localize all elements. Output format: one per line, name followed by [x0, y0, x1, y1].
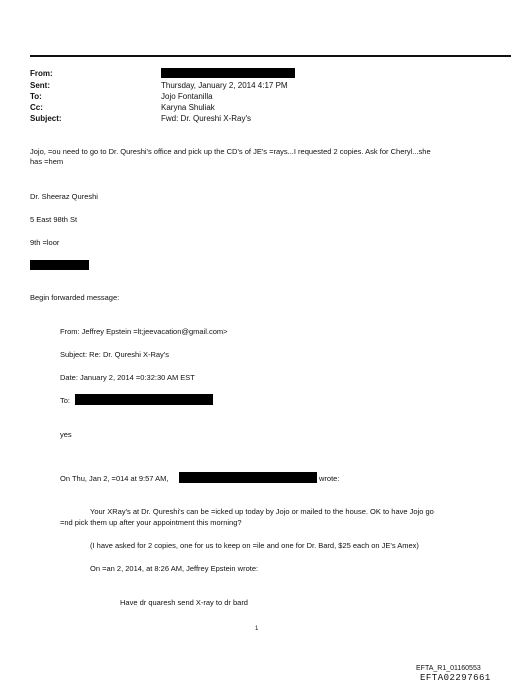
fwd-subject-line: Subject: Re: Dr. Qureshi X-Ray's	[60, 350, 169, 359]
sent-label: Sent:	[30, 81, 50, 90]
on-thu-redaction	[179, 472, 317, 483]
body-paragraph-line2: has =hem	[30, 157, 64, 166]
fwd-to-redaction	[75, 394, 213, 405]
efta-ref-2: EFTA02297661	[420, 673, 491, 683]
fwd-reply: yes	[60, 430, 72, 439]
quoted-line: Have dr quaresh send X-ray to dr bard	[120, 598, 248, 607]
to-label: To:	[30, 92, 42, 101]
doctor-name: Dr. Sheeraz Qureshi	[30, 192, 98, 201]
cc-value: Karyna Shuliak	[161, 103, 215, 112]
cc-label: Cc:	[30, 103, 43, 112]
body-paragraph-line1: Jojo, =ou need to go to Dr. Qureshi's office and pick up the CD's of JE's =rays...I requested 2 copies. Ask for Cheryl...she	[30, 147, 431, 156]
fwd-from-line: From: Jeffrey Epstein =lt;jeevacation@gmail.com>	[60, 327, 228, 336]
on-jan-line: On =an 2, 2014, at 8:26 AM, Jeffrey Epstein wrote:	[90, 564, 259, 573]
floor-line: 9th =loor	[30, 238, 60, 247]
begin-forwarded-label: Begin forwarded message:	[30, 293, 120, 302]
wrote-label: wrote:	[319, 474, 340, 483]
xray-line2: =nd pick them up after your appointment this morning?	[60, 518, 242, 527]
efta-ref-1: EFTA_R1_01160553	[416, 665, 481, 672]
sent-value: Thursday, January 2, 2014 4:17 PM	[161, 81, 288, 90]
to-value: Jojo Fontanilla	[161, 92, 213, 101]
header-rule	[30, 55, 511, 57]
copies-line: (I have asked for 2 copies, one for us to keep on =ile and one for Dr. Bard, $25 each on JE's Amex)	[90, 541, 419, 550]
from-redaction	[161, 68, 295, 78]
subject-value: Fwd: Dr. Qureshi X-Ray's	[161, 114, 251, 123]
street-address: 5 East 98th St	[30, 215, 78, 224]
page-number: 1	[255, 626, 259, 632]
fwd-to-label: To:	[60, 396, 71, 405]
on-thu-line: On Thu, Jan 2, =014 at 9:57 AM,	[60, 474, 169, 483]
subject-label: Subject:	[30, 114, 62, 123]
fwd-date-line: Date: January 2, 2014 =0:32:30 AM EST	[60, 373, 195, 382]
body-redaction	[30, 260, 89, 270]
xray-line1: Your XRay's at Dr. Qureshi's can be =icked up today by Jojo or mailed to the house. OK to have Jojo go	[90, 507, 434, 516]
from-label: From:	[30, 69, 53, 78]
